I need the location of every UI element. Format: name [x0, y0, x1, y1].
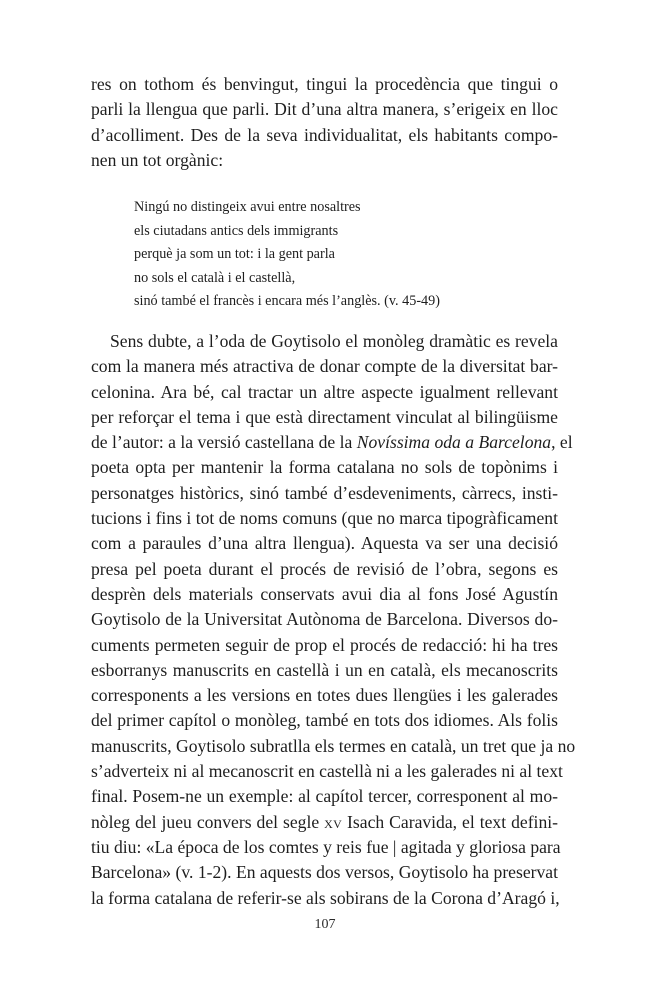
text-line: del primer capítol o monòleg, també en tots dos idiomes. Als folis	[91, 710, 558, 731]
text-line: Goytisolo de la Universitat Autònoma de Barcelona. Diversos do-	[91, 609, 558, 630]
text-line: final. Posem-ne un exemple: al capítol tercer, corresponent al mo-	[91, 786, 558, 807]
text-line: celonina. Ara bé, cal tractar un altre aspecte igualment rellevant	[91, 381, 558, 402]
verse-line: no sols el català i el castellà,	[134, 269, 296, 286]
text-line: poeta opta per mantenir la forma catalana no sols de topònims i	[91, 457, 558, 478]
text-line: cuments permeten seguir de prop el procés de redacció: hi ha tres	[91, 634, 558, 655]
century-numeral: xv	[324, 811, 343, 832]
text-line: parli la llengua que parli. Dit d’una altra manera, s’erigeix en lloc	[91, 99, 558, 120]
text-line: manuscrits, Goytisolo subratlla els termes en català, un tret que ja no	[91, 735, 576, 756]
text-line: nen un tot orgànic:	[91, 149, 224, 170]
text-line	[91, 430, 573, 455]
text-line: tiu diu: «La época de los comtes y reis fue | agitada y gloriosa para	[91, 836, 561, 857]
text-line: s’adverteix ni al mecanoscrit en castellà ni a les galerades ni al text	[91, 761, 563, 782]
text-line: per reforçar el tema i que està directament vinculat al bilingüisme	[91, 406, 558, 427]
text-line: corresponents a les versions en totes dues llengües i les galerades	[91, 685, 558, 706]
text-fragment: , el	[551, 432, 573, 453]
text-line: desprèn dels materials conservats avui dia al fons José Agustín	[91, 583, 558, 604]
text-line	[91, 810, 558, 835]
text-line	[91, 329, 558, 354]
text-line: presa pel poeta durant el procés de revisió de l’obra, segons es	[91, 558, 558, 579]
text-line: Barcelona» (v. 1-2). En aquests dos versos, Goytisolo ha preservat	[91, 862, 558, 883]
verse-line: perquè ja som un tot: i la gent parla	[134, 246, 335, 263]
verse-line: els ciutadans antics dels immigrants	[134, 222, 339, 239]
text-line: com la manera més atractiva de donar compte de la diversitat bar-	[91, 356, 558, 377]
paragraph-continued	[91, 72, 558, 173]
text-line: res on tothom és benvingut, tingui la procedència que tingui o	[91, 74, 558, 94]
paragraph-2	[91, 329, 576, 911]
paragraph-1	[91, 72, 558, 173]
text-fragment: Isach Caravida, el text defini-	[342, 811, 558, 832]
text-line: tucions i fins i tot de noms comuns (que no marca tipogràficament	[91, 508, 558, 529]
text-line: esborranys manuscrits en castellà i un en català, els mecanoscrits	[91, 659, 558, 680]
text-line: personatges històrics, sinó també d’esdeveniments, càrrecs, insti-	[91, 482, 558, 503]
verse-quotation	[134, 196, 534, 314]
text-fragment: nòleg del jueu convers del segle	[91, 811, 325, 832]
book-title: Novíssima oda a Barcelona	[356, 432, 552, 453]
verse-line: Ningú no distingeix avui entre nosaltres	[134, 199, 361, 215]
page-number: 107	[314, 917, 336, 932]
text-line-content: Sens dubte, a l’oda de Goytisolo el monòleg dramàtic es revela	[110, 331, 558, 351]
text-line: la forma catalana de referir-se als sobirans de la Corona d’Aragó i,	[91, 887, 560, 908]
text-line: com a paraules d’una altra llengua). Aquesta va ser una decisió	[91, 533, 558, 554]
verse-line: sinó també el francès i encara més l’anglès. (v. 45-49)	[134, 293, 440, 310]
paragraph-2-block	[91, 329, 576, 911]
text-line: d’acolliment. Des de la seva individualitat, els habitants compo-	[91, 124, 558, 145]
text-fragment: de l’autor: a la versió castellana de la	[91, 432, 357, 453]
